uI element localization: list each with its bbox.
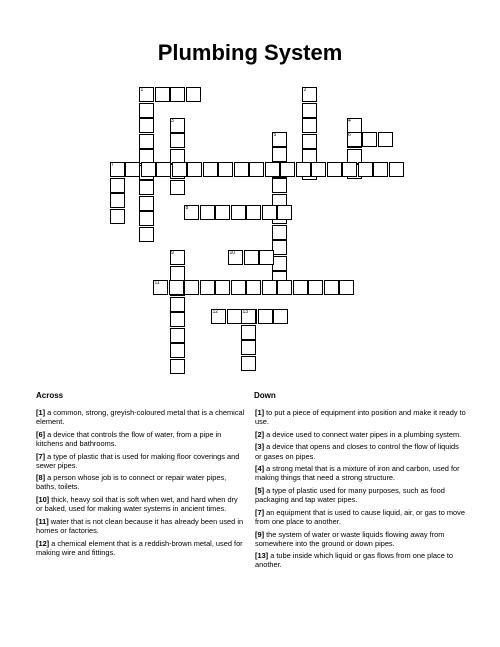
clue-number: [12] [36, 538, 50, 548]
down-clue [255, 464, 467, 482]
grid-cell[interactable] [272, 225, 287, 240]
grid-cell[interactable] [170, 343, 185, 358]
clue-number: [9] [255, 529, 265, 539]
clue-text: a type of plastic that is used for making floor coverings and sewer pipes. [36, 451, 240, 470]
grid-cell[interactable] [302, 134, 317, 149]
grid-cell[interactable] [139, 134, 154, 149]
grid-cell[interactable] [170, 266, 185, 281]
grid-cell[interactable] [139, 103, 154, 118]
grid-cell[interactable] [200, 280, 215, 295]
grid-cell[interactable] [311, 162, 326, 177]
grid-cell[interactable] [184, 280, 199, 295]
clue-number: [5] [255, 486, 265, 496]
down-clue [255, 551, 467, 569]
down-clue [255, 408, 467, 426]
grid-cell[interactable] [241, 340, 256, 355]
grid-cell[interactable] [172, 162, 187, 177]
grid-cell[interactable] [139, 118, 154, 133]
clue-number: [4] [255, 464, 265, 474]
grid-cell[interactable] [139, 196, 154, 211]
grid-cell[interactable] [339, 280, 354, 295]
grid-cell[interactable] [110, 178, 125, 193]
grid-cell[interactable] [258, 309, 273, 324]
clue-number: [13] [255, 551, 269, 561]
grid-cell[interactable] [262, 205, 277, 220]
grid-cell[interactable] [358, 162, 373, 177]
clue-number: [6] [36, 429, 46, 439]
grid-cell[interactable] [141, 162, 156, 177]
grid-cell[interactable] [170, 133, 185, 148]
grid-cell[interactable] [277, 205, 292, 220]
grid-cell[interactable] [362, 132, 377, 147]
cell-number: 9 [171, 250, 174, 256]
cell-number: 4 [348, 117, 351, 124]
clue-number: [10] [36, 495, 50, 505]
across-clue-list [36, 408, 246, 560]
clue-text: to put a piece of equipment into position and make it ready to use. [255, 408, 466, 427]
grid-cell[interactable] [170, 359, 185, 374]
down-clue [255, 508, 467, 526]
grid-cell[interactable] [110, 193, 125, 208]
grid-cell[interactable] [234, 162, 249, 177]
cell-number: 8 [185, 205, 189, 211]
grid-cell[interactable] [265, 162, 280, 177]
grid-cell[interactable] [293, 280, 308, 295]
grid-cell[interactable] [342, 162, 357, 177]
across-heading: Across [36, 391, 64, 400]
grid-cell[interactable] [302, 118, 317, 133]
puzzle-title: Plumbing System [157, 40, 343, 65]
grid-cell[interactable] [296, 162, 311, 177]
grid-cell[interactable] [246, 280, 261, 295]
grid-cell[interactable] [156, 162, 171, 177]
cell-number: 12 [212, 309, 219, 315]
grid-cell[interactable] [125, 162, 140, 177]
grid-cell[interactable] [272, 147, 287, 162]
clue-text: thick, heavy soil that is soft when wet, and hard when dry or baked, used for making water systems in ancient times. [36, 495, 238, 514]
across-clue [36, 517, 246, 535]
cell-number: 2 [303, 87, 307, 93]
grid-cell[interactable] [155, 87, 170, 102]
clue-number: [7] [255, 507, 265, 517]
cell-number: 7 [111, 162, 114, 168]
grid-cell[interactable] [262, 280, 277, 295]
grid-cell[interactable] [231, 205, 246, 220]
clue-text: a device that opens and closes to control the flow of liquids or gases on pipes. [255, 442, 459, 461]
grid-cell[interactable] [280, 162, 295, 177]
grid-cell[interactable] [231, 280, 246, 295]
grid-cell[interactable] [187, 162, 202, 177]
clue-number: [1] [36, 408, 46, 417]
clue-number: [11] [36, 516, 49, 526]
clue-text: a chemical element that is a reddish-brown metal, used for making wire and fittings. [36, 538, 243, 557]
grid-cell[interactable] [170, 297, 185, 312]
grid-cell[interactable] [170, 180, 185, 195]
across-clue [36, 473, 246, 491]
clue-text: the system of water or waste liquids flowing away from somewhere into the ground or down pipes. [255, 529, 445, 548]
across-clue [36, 495, 246, 513]
clue-text: an equipment that is used to cause liquid, air, or gas to move from one place to another. [255, 507, 465, 526]
across-clue [36, 430, 246, 448]
clue-number: [8] [36, 473, 46, 483]
cell-number: 3 [171, 117, 174, 124]
grid-cell[interactable] [389, 162, 404, 177]
clue-text: a strong metal that is a mixture of iron and carbon, used for making things that need a strong structure. [255, 464, 460, 483]
clue-text: a common, strong, greyish-coloured metal that is a chemical element. [36, 408, 245, 427]
down-clue-list [255, 408, 467, 573]
grid-cell[interactable] [139, 180, 154, 195]
cell-number: 11 [154, 280, 160, 286]
grid-cell[interactable] [139, 211, 154, 226]
grid-cell[interactable] [218, 162, 233, 177]
grid-cell[interactable] [110, 209, 125, 224]
grid-cell[interactable] [215, 205, 230, 220]
cell-number: 10 [229, 250, 236, 256]
grid-cell[interactable] [244, 250, 259, 265]
down-clue [255, 442, 467, 460]
clue-text: a device that controls the flow of water, from a pipe in kitchens and bathrooms. [36, 429, 222, 448]
cell-number: 13 [242, 309, 249, 315]
grid-cell[interactable] [378, 132, 393, 147]
grid-cell[interactable] [259, 250, 274, 265]
cell-number: 6 [348, 131, 351, 138]
clue-number: [3] [255, 442, 265, 452]
grid-cell[interactable] [308, 280, 323, 295]
grid-cell[interactable] [227, 309, 242, 324]
grid-cell[interactable] [327, 162, 342, 177]
clue-number: [1] [255, 408, 265, 417]
down-clue [255, 430, 467, 439]
grid-cell[interactable] [302, 103, 317, 118]
down-clue [255, 486, 467, 504]
grid-cell[interactable] [324, 280, 339, 295]
clue-number: [2] [255, 429, 265, 439]
grid-cell[interactable] [241, 356, 256, 371]
down-heading: Down [254, 391, 276, 400]
cell-number: 1 [140, 87, 144, 93]
grid-cell[interactable] [170, 87, 185, 102]
grid-cell[interactable] [169, 280, 184, 295]
grid-cell[interactable] [203, 162, 218, 177]
across-clue [36, 408, 246, 426]
clue-text: a person whose job is to connect or repair water pipes, baths, toilets. [36, 473, 227, 492]
grid-cell[interactable] [200, 205, 215, 220]
clue-text: a type of plastic used for many purposes, such as food packaging and tap water pipes. [255, 486, 445, 505]
grid-cell[interactable] [241, 325, 256, 340]
grid-cell[interactable] [277, 280, 292, 295]
grid-cell[interactable] [272, 256, 287, 271]
grid-cell[interactable] [373, 162, 388, 177]
down-clue [255, 530, 467, 548]
clue-text: a tube inside which liquid or gas flows from one place to another. [255, 551, 454, 570]
clue-text: water that is not clean because it has already been used in homes or factories. [36, 516, 244, 535]
grid-cell[interactable] [170, 328, 185, 343]
clue-number: [7] [36, 451, 46, 461]
grid-cell[interactable] [139, 227, 154, 242]
grid-cell[interactable] [272, 240, 287, 255]
grid-cell[interactable] [272, 178, 287, 193]
grid-cell[interactable] [273, 309, 288, 324]
across-clue [36, 452, 246, 470]
across-clue [36, 539, 246, 557]
grid-cell[interactable] [215, 280, 230, 295]
grid-cell[interactable] [249, 162, 264, 177]
grid-cell[interactable] [186, 87, 201, 102]
grid-cell[interactable] [246, 205, 261, 220]
cell-number: 5 [273, 131, 277, 138]
grid-cell[interactable] [170, 312, 185, 327]
clue-text: a device used to connect water pipes in a plumbing system. [264, 429, 462, 439]
